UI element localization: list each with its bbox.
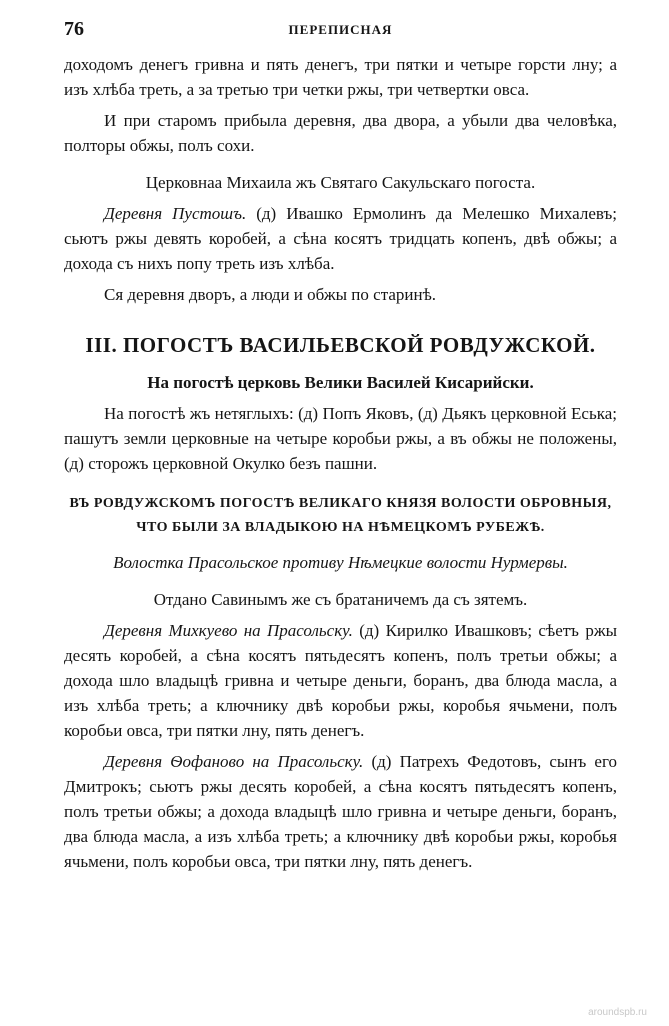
paragraph-continued: доходомъ денегъ гривна и пять денегъ, три пятки и четыре горсти лну; а изъ хлѣба треть, а за третью три четки ржы, три четвертки овса. <box>64 55 617 99</box>
page-number: 76 <box>64 18 84 40</box>
paragraph-fofanovo-text: (д) Патрехъ Федотовъ, сынъ его Дмитрокъ; сьютъ ржы десять коробей, а сѣна косятъ пятьдесятъ копенъ, полъ третьи обжы; а дохода владыцѣ шло гривна и четыре деньги, боранъ, два блюда масла, а изъ хлѣба треть; а ключнику двѣ коробьи ржы, коробья ячьмени, полъ коробьи овса, три пятки лну, пять денегъ. <box>64 752 617 871</box>
heading-volosti-line-1: ВЪ РОВДУЖСКОМЪ ПОГОСТѢ ВЕЛИКАГО КНЯЗЯ ВОЛОСТИ ОБРОВНЫЯ, <box>69 496 612 511</box>
heading-pogost-church: На погостѣ церковь Велики Василей Кисарийски. <box>147 373 534 392</box>
paragraph-netyaglykh: На погостѣ жъ нетяглыхъ: (д) Попъ Яковъ, (д) Дьякъ церковной Еська; пашутъ земли церковные на четыре коробьи ржы, а въ обжы не положены, (д) сторожъ церковной Окулко безъ пашни. <box>64 404 617 473</box>
village-name-mikhkuevo: Деревня Михкуево на Прасольску. <box>104 621 353 640</box>
running-title: ПЕРЕПИСНАЯ <box>288 22 393 37</box>
heading-volosti-obrovnye <box>64 492 617 540</box>
village-name-fofanovo: Деревня Ѳофаново на Прасольску. <box>104 752 364 771</box>
heading-otdano: Отдано Савинымъ же съ братаничемъ да съ зятемъ. <box>153 590 528 609</box>
running-header <box>64 18 617 44</box>
paragraph-fofanovo <box>64 749 617 874</box>
watermark: aroundspb.ru <box>588 1007 647 1018</box>
paragraph-4: Ся деревня дворъ, а люди и обжы по старинѣ. <box>104 285 437 304</box>
paragraph-pustosh <box>64 201 617 276</box>
paragraph-2: И при старомъ прибыла деревня, два двора, а убыли два человѣка, полторы обжы, полъ сохи. <box>64 111 617 155</box>
paragraph-mikhkuevo-text: (д) Кирилко Ивашковъ; сѣетъ ржы десять коробей, а сѣна косятъ пятьдесятъ копенъ, полъ третьи обжы; а дохода шло владыцѣ гривна и четыре деньги, боранъ, два блюда масла, а изъ хлѣба треть; а ключнику двѣ коробьи ржы, коробья ячьмени, полъ коробьи овса, три пятки лну, пять денегъ. <box>64 621 617 740</box>
paragraph-mikhkuevo <box>64 618 617 743</box>
heading-volostka-prasolskoe: Волостка Прасольское противу Нѣмецкие волости Нурмервы. <box>113 553 568 572</box>
heading-volosti-line-2: ЧТО БЫЛИ ЗА ВЛАДЫКОЮ НА НѢМЕЦКОМЪ РУБЕЖѢ. <box>136 520 545 535</box>
section-title: III. ПОГОСТЪ ВАСИЛЬЕВСКОЙ РОВДУЖСКОЙ. <box>85 333 596 357</box>
village-name-pustosh: Деревня Пустошъ. <box>104 204 247 223</box>
paragraph-pustosh-text: (д) Ивашко Ермолинъ да Мелешко Михалевъ; сьютъ ржы девять коробей, а сѣна косятъ тридцать копенъ, двѣ обжы; а дохода съ нихъ попу треть изъ хлѣба. <box>64 204 617 273</box>
heading-church-mikhaila: Церковнаа Михаила жъ Святаго Сакульскаго погоста. <box>145 173 536 192</box>
